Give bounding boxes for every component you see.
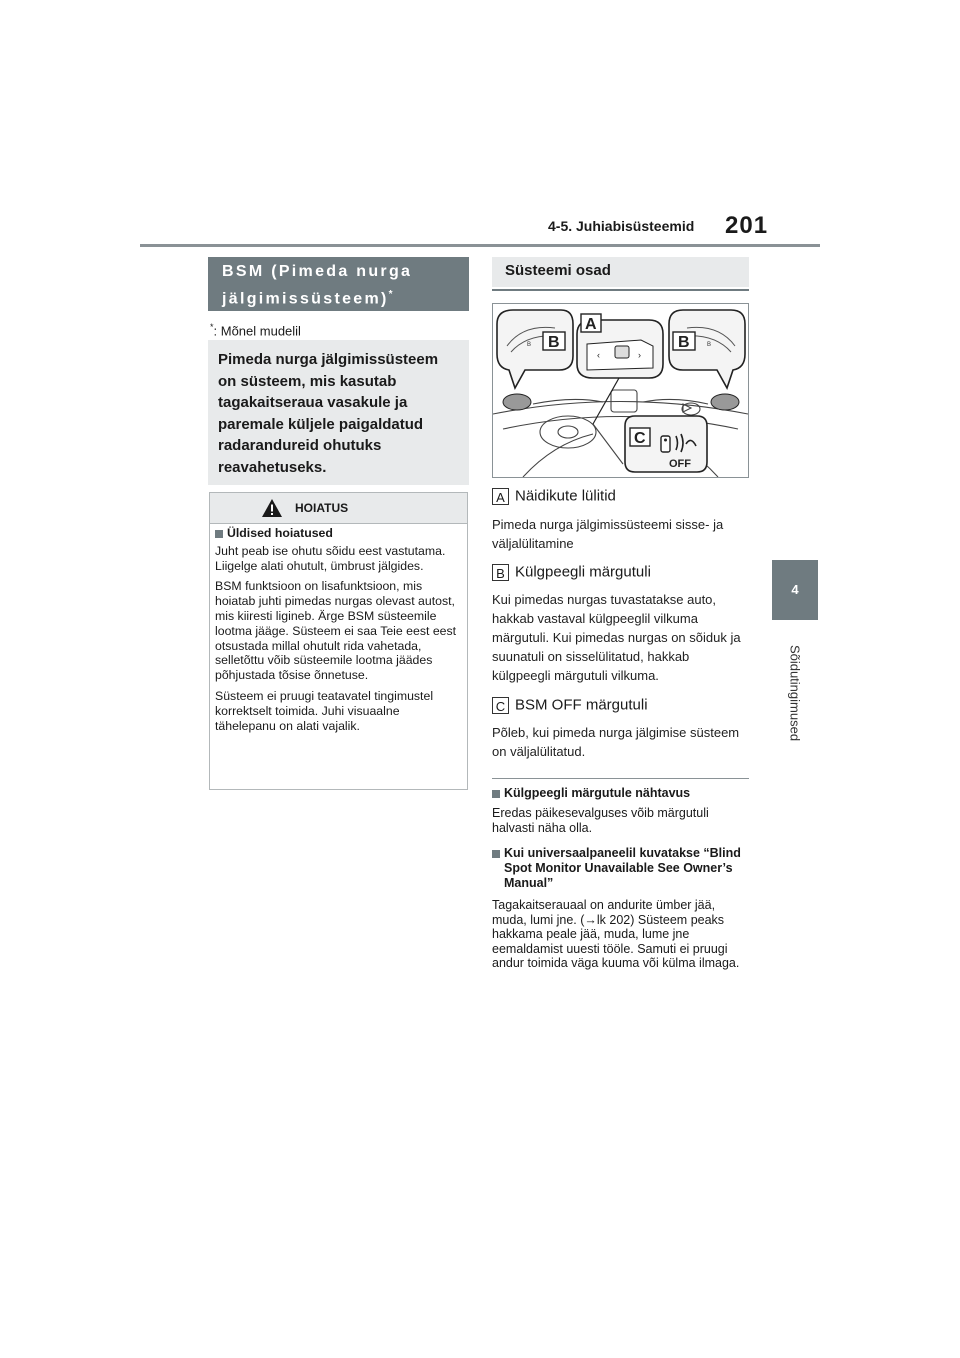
part-letter: C (492, 697, 509, 714)
mirror-mark-left: B (527, 342, 532, 348)
bullet-square-icon (215, 530, 223, 538)
bsm-heading (208, 257, 469, 311)
heading-rule (492, 289, 749, 291)
figure-label-b-left: B (548, 334, 560, 351)
part-a (492, 487, 616, 505)
footnote-mark: * (210, 322, 214, 332)
warning-paragraph: BSM funktsioon on lisafunktsioon, mis hoiatab juhti pimedas nurgas olevast autost, mis kiiresti ligineb. Ärge BSM süsteemile lootma jääge. Süsteem ei saa Teie eest eest otsustada millal ohutult rida vahetada, selletõttu võib süsteemile lootma jäädes põhjustada tõsise õnnetuse. (215, 579, 457, 683)
part-letter: A (492, 488, 509, 505)
system-parts-figure (492, 303, 749, 478)
notes-rule (492, 778, 749, 779)
warning-box (209, 492, 468, 790)
chapter-label-text: Sõidutingimused (787, 644, 803, 742)
warning-subheading: Üldised hoiatused (227, 526, 333, 540)
warning-paragraph: Süsteem ei pruugi teatavatel tingimustel korrektselt toimida. Juhi visuaalne tähelepanu on alati vajalik. (215, 688, 434, 733)
part-letter: B (492, 564, 509, 581)
svg-text:›: › (638, 350, 641, 360)
note-heading (492, 786, 750, 801)
svg-text:‹: ‹ (597, 350, 600, 360)
note-heading-text: Külgpeegli märgutule nähtavus (504, 786, 691, 800)
dashboard-illustration (493, 304, 748, 477)
note-heading (492, 846, 750, 891)
parts-heading: Süsteemi osad (492, 257, 749, 287)
note-body: Eredas päikesevalguses võib märgutuli halvasti näha olla. (492, 806, 709, 835)
warning-icon (261, 498, 283, 518)
figure-label-b-right: B (678, 334, 690, 351)
header-rule (140, 244, 820, 247)
section-title: 4-5. Juhiabisüsteemid (548, 218, 695, 234)
figure-off-label: OFF (669, 458, 691, 470)
part-b (492, 563, 651, 581)
page-number: 201 (725, 212, 769, 239)
bullet-square-icon (492, 850, 500, 858)
part-title: BSM OFF märgutuli (515, 696, 648, 714)
part-description: Kui pimedas nurgas tuvastatakse auto, hakkab vastaval külgpeeglil vilkuma märgutuli. Kui pimedas nurgas on sõiduk ja suunatuli on sisselülitatud, hakkab külgpeegli märgutuli vilkuma. (492, 592, 741, 683)
part-c (492, 696, 648, 714)
figure-label-c: C (634, 430, 646, 447)
note-body: Tagakaitserauaal on andurite ümber jää, muda, lumi jne. (→lk 202) Süsteem peaks hakkama peale jää, muda, lume jne eemaldamist uuesti tööle. Samuti ei pruugi andur toimida väga kuuma või külma ilmaga. (492, 898, 740, 971)
part-description: Pimeda nurga jälgimissüsteemi sisse- ja väljalülitamine (492, 517, 724, 551)
bullet-square-icon (492, 790, 500, 798)
warning-body (215, 526, 463, 739)
bsm-heading-text: BSM (Pimeda nurga jälgimissüsteem) (222, 263, 413, 308)
figure-label-a: A (585, 316, 597, 333)
chapter-label (780, 628, 810, 758)
part-title: Näidikute lülitid (515, 487, 616, 505)
part-description: Põleb, kui pimeda nurga jälgimise süsteem on väljalülitatud. (492, 725, 740, 759)
warning-paragraph: Juht peab ise ohutu sõidu eest vastutama. Liigelge alati ohutult, ümbrust jälgides. (215, 543, 446, 573)
bsm-heading-mark: * (388, 289, 393, 300)
mirror-mark-right: B (707, 342, 712, 348)
part-title: Külgpeegli märgutuli (515, 563, 651, 581)
chapter-tab[interactable]: 4 (772, 560, 818, 620)
warning-header (210, 493, 467, 524)
note-heading-text: Kui universaalpaneelil kuvatakse “Blind Spot Monitor Unavailable See Owner’s Manual” (504, 846, 741, 890)
footnote (210, 322, 301, 338)
warning-title: HOIATUS (295, 501, 349, 515)
intro-box: Pimeda nurga jälgimissüsteem on süsteem, mis kasutab tagakaitseraua vasakule ja paremale küljele paigaldatud radarandureid ohutuks reavahetuseks. (208, 340, 469, 485)
footnote-text: : Mõnel mudelil (213, 323, 301, 339)
